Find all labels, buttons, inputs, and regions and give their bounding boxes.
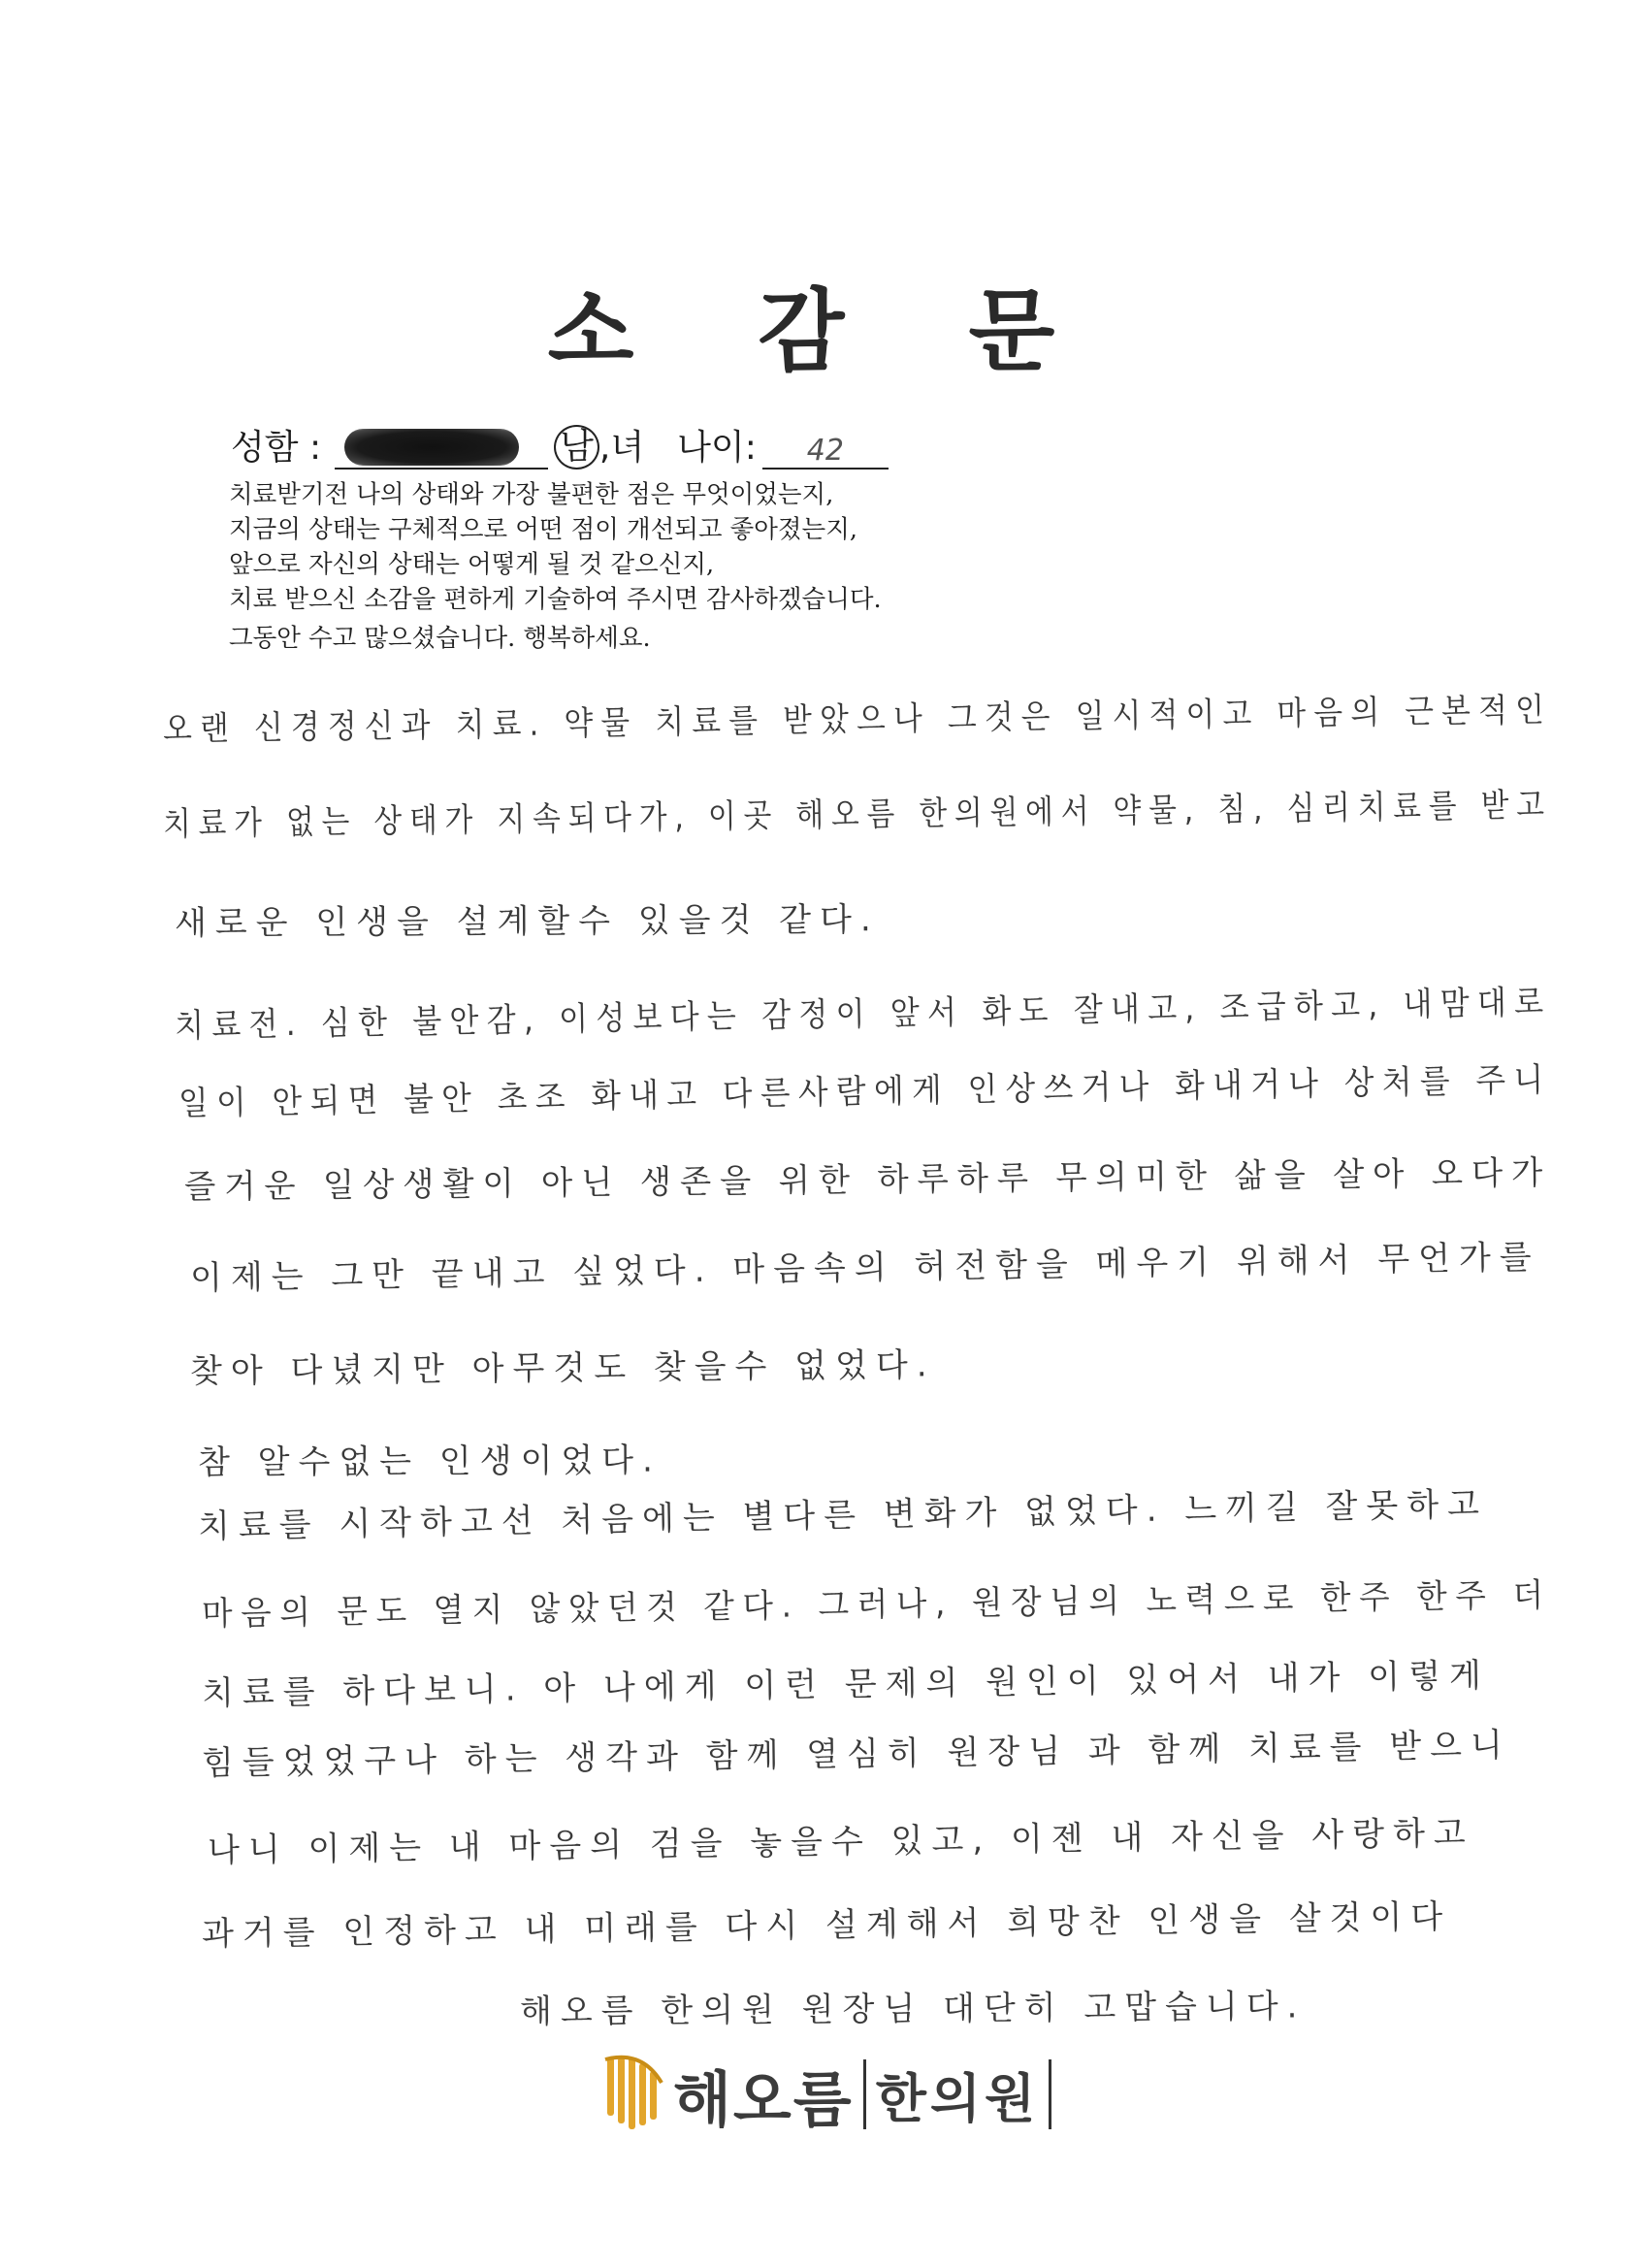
- handwritten-line: 일이 안되면 불안 초조 화내고 다른사람에게 인상쓰거나 화내거나 상처를 주니: [178, 1060, 1552, 1123]
- age-value: 42: [762, 434, 889, 470]
- handwritten-line: 찾아 다녔지만 아무것도 찾을수 없었다.: [189, 1345, 936, 1391]
- handwritten-line: 치료를 하다보니. 아 나에게 이런 문제의 원인이 있어서 내가 이렇게: [201, 1656, 1491, 1713]
- document-title: 소 감 문: [547, 279, 1102, 383]
- logo-brand-text: 해오름: [673, 2063, 854, 2135]
- handwritten-line: 즐거운 일상생활이 아닌 생존을 위한 하루하루 무의미한 삶을 살아 오다가: [183, 1153, 1552, 1207]
- sunrise-logo-icon: [603, 2054, 665, 2135]
- handwritten-line: 나니 이제는 내 마음의 검을 놓을수 있고, 이젠 내 자신을 사랑하고: [207, 1813, 1475, 1870]
- handwritten-line: 과거를 인정하고 내 미래를 다시 설계해서 희망찬 인생을 살것이다: [201, 1897, 1452, 1954]
- instruction-line: 그동안 수고 많으셨습니다. 행복하세요.: [229, 624, 651, 653]
- handwritten-line: 새로운 인생을 설계할수 있을것 같다.: [174, 900, 880, 943]
- instruction-line: 치료 받으신 소감을 편하게 기술하여 주시면 감사하겠습니다.: [229, 585, 882, 614]
- handwritten-line: 치료가 없는 상태가 지속되다가, 이곳 해오름 한의원에서 약물, 침, 심리치료를 받고: [162, 786, 1553, 844]
- handwritten-line: 참 알수없는 인생이었다.: [197, 1441, 662, 1482]
- age-label: 나이:: [677, 428, 757, 468]
- handwritten-line: 치료전. 심한 불안감, 이성보다는 감정이 앞서 화도 잘내고, 조급하고, 내맘대로: [174, 983, 1552, 1046]
- gender-male-circled: 남: [554, 425, 599, 470]
- name-label: 성함 :: [231, 428, 322, 468]
- logo-sub-text: 한의원: [875, 2067, 1040, 2129]
- handwritten-line: 마음의 문도 열지 않았던것 같다. 그러나, 원장님의 노력으로 한주 한주 더: [201, 1575, 1552, 1634]
- handwritten-line: 오랜 신경정신과 치료. 약물 치료를 받았으나 그것은 일시적이고 마음의 근본적인: [162, 691, 1553, 749]
- handwritten-line: 이제는 그만 끝내고 싶었다. 마음속의 허전함을 메우기 위해서 무언가를: [189, 1238, 1540, 1298]
- clinic-logo: [603, 2051, 1061, 2138]
- logo-divider: [863, 2059, 866, 2129]
- handwritten-line: 치료를 시작하고선 처음에는 별다른 변화가 없었다. 느끼길 잘못하고: [197, 1484, 1489, 1546]
- gender-female-label: ,녀: [598, 428, 645, 468]
- instruction-line: 치료받기전 나의 상태와 가장 불편한 점은 무엇이었는지,: [229, 480, 834, 509]
- handwritten-line: 힘들었었구나 하는 생각과 함께 열심히 원장님 과 함께 치료를 받으니: [201, 1726, 1512, 1783]
- instruction-line: 앞으로 자신의 상태는 어떻게 될 것 같으신지,: [229, 550, 715, 579]
- handwritten-line: 해오름 한의원 원장님 대단히 고맙습니다.: [519, 1987, 1307, 2031]
- logo-divider: [1049, 2059, 1051, 2129]
- instruction-line: 지금의 상태는 구체적으로 어떤 점이 개선되고 좋아졌는지,: [229, 515, 857, 544]
